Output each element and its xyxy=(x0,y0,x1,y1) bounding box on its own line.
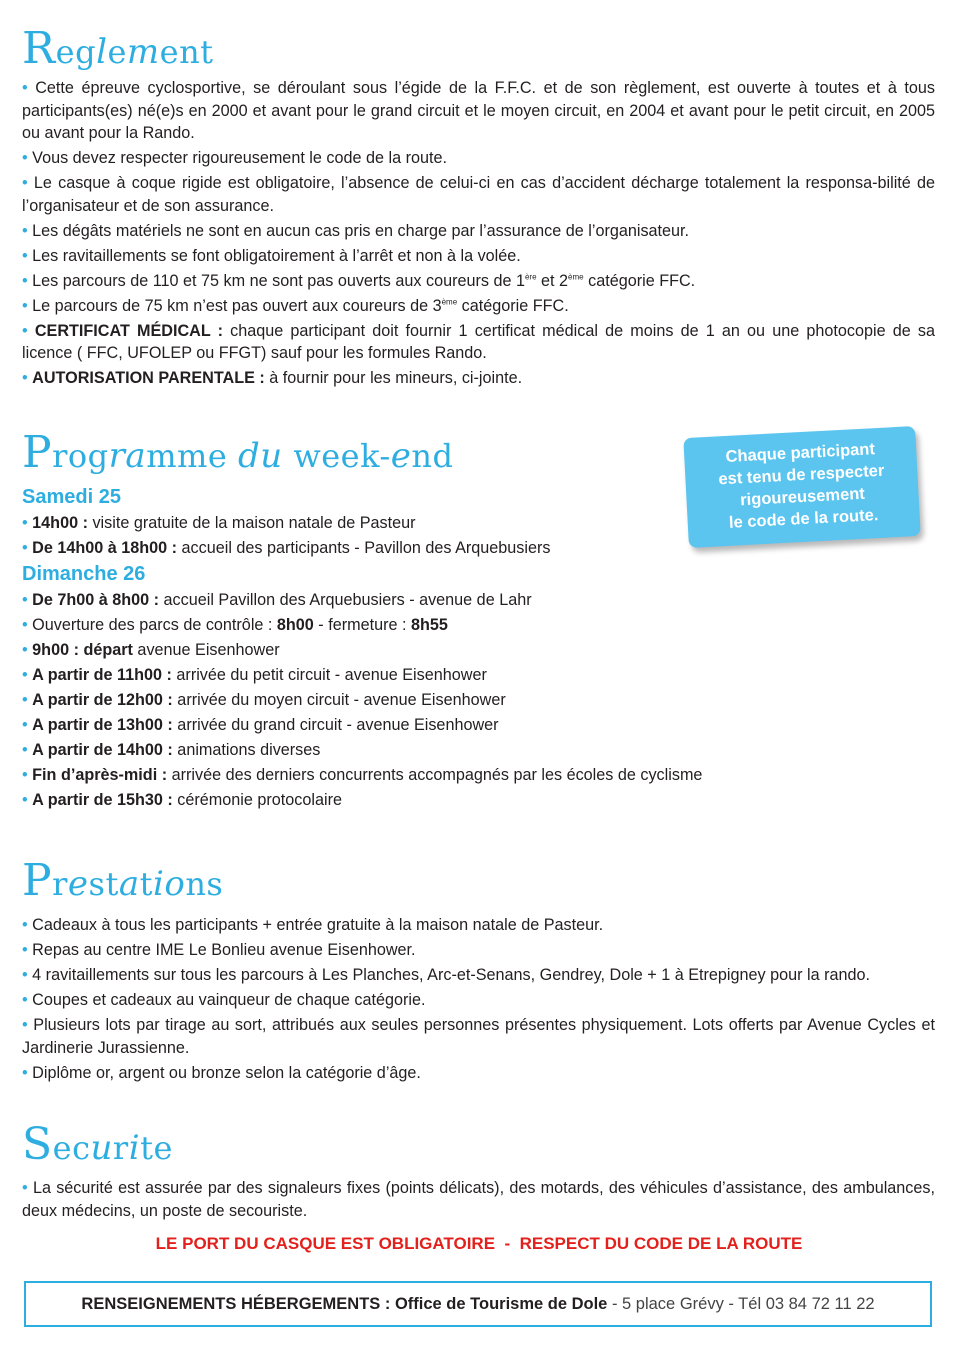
list-item: • Les parcours de 110 et 75 km ne sont pas ouverts aux coureurs de 1ère et 2ème catégorie FFC. xyxy=(22,271,696,290)
list-item: • 9h00 : départ avenue Eisenhower xyxy=(22,641,280,659)
prestations-list xyxy=(22,914,935,1087)
programme-title: Programme du week-end xyxy=(22,427,454,478)
reglement-title: Reglement xyxy=(22,23,214,74)
list-item: • A partir de 11h00 : arrivée du petit circuit - avenue Eisenhower xyxy=(22,666,487,684)
list-item: • La sécurité est assurée par des signaleurs fixes (points délicats), des motards, des véhicules d’assistance, des ambulances, deux médecins, un poste de secouriste. xyxy=(22,1179,935,1220)
list-item: • Le casque à coque rigide est obligatoire, l’absence de celui-ci en cas d’accident décharge totalement la responsa-bilité de l’organisateur et de son assurance. xyxy=(22,174,936,215)
reglement-list xyxy=(22,77,935,392)
list-item: • A partir de 13h00 : arrivée du grand circuit - avenue Eisenhower xyxy=(22,716,499,734)
info-address: - 5 place Grévy - Tél 03 84 72 11 22 xyxy=(607,1294,875,1313)
list-item: • De 7h00 à 8h00 : accueil Pavillon des Arquebusiers - avenue de Lahr xyxy=(22,591,532,609)
day-heading: Samedi 25 xyxy=(22,486,121,508)
list-item: • De 14h00 à 18h00 : accueil des participants - Pavillon des Arquebusiers xyxy=(22,539,551,557)
list-item: • A partir de 12h00 : arrivée du moyen circuit - avenue Eisenhower xyxy=(22,691,506,709)
list-item: • Fin d’après-midi : arrivée des derniers concurrents accompagnés par les écoles de cyclisme xyxy=(22,766,703,784)
note-line: rigoureusement xyxy=(739,484,866,510)
list-item: • CERTIFICAT MÉDICAL : chaque participant doit fournir 1 certificat médical de moins de 1 an ou une photocopie de sa licence ( FFC, UFOLEP ou FFGT) sauf pour les formules Rando. xyxy=(22,321,935,362)
list-item: • A partir de 14h00 : animations diverses xyxy=(22,741,321,759)
note-line: le code de la route. xyxy=(728,506,879,532)
securite-list xyxy=(22,1177,935,1225)
list-item: • Coupes et cadeaux au vainqueur de chaque catégorie. xyxy=(22,991,426,1009)
info-label: RENSEIGNEMENTS HÉBERGEMENTS : Office de Tourisme de Dole xyxy=(81,1294,608,1313)
day-heading: Dimanche 26 xyxy=(22,563,146,585)
prestations-title: Prestations xyxy=(22,855,224,906)
list-item: • Ouverture des parcs de contrôle : 8h00 - fermeture : 8h55 xyxy=(22,616,448,634)
list-item: • Cette épreuve cyclosportive, se déroulant sous l’égide de la F.F.C. et de son règlement, est ouverte à toutes et à tous participants(es) né(e)s en 2000 et avant pour le grand circuit et le moyen circuit, en 2004 et avant pour le petit circuit, en 2005 ou avant pour la Rando. xyxy=(22,79,935,142)
securite-title: Securite xyxy=(22,1119,173,1170)
list-item: • Le parcours de 75 km n’est pas ouvert aux coureurs de 3ème catégorie FFC. xyxy=(22,296,569,315)
list-item: • Les ravitaillements se font obligatoirement à l’arrêt et non à la volée. xyxy=(22,246,521,265)
list-item: • 4 ravitaillements sur tous les parcours à Les Planches, Arc-et-Senans, Gendrey, Dole + 1 à Etrepigney pour la rando. xyxy=(22,966,871,984)
helmet-warning: LE PORT DU CASQUE EST OBLIGATOIRE - RESPECT DU CODE DE LA ROUTE xyxy=(155,1234,803,1253)
list-item: • A partir de 15h30 : cérémonie protocolaire xyxy=(22,791,342,809)
list-item: • Cadeaux à tous les participants + entrée gratuite à la maison natale de Pasteur. xyxy=(22,916,604,934)
list-item: • Vous devez respecter rigoureusement le code de la route. xyxy=(22,149,447,167)
list-item: • Les dégâts matériels ne sont en aucun cas pris en charge par l’assurance de l’organisateur. xyxy=(22,221,690,240)
programme-list xyxy=(22,483,935,814)
info-box xyxy=(24,1281,932,1327)
list-item: • Plusieurs lots par tirage au sort, attribués aux seules personnes présentes physiquement. Lots offerts par Avenue Cycles et Jardinerie Jurassienne. xyxy=(22,1016,936,1057)
note-line: est tenu de respecter xyxy=(718,461,885,489)
note-line: Chaque participant xyxy=(725,440,876,466)
list-item: • AUTORISATION PARENTALE : à fournir pour les mineurs, ci-jointe. xyxy=(22,369,523,387)
list-item: • Diplôme or, argent ou bronze selon la catégorie d’âge. xyxy=(22,1063,421,1082)
list-item: • 14h00 : visite gratuite de la maison natale de Pasteur xyxy=(22,514,416,532)
list-item: • Repas au centre IME Le Bonlieu avenue Eisenhower. xyxy=(22,941,416,959)
